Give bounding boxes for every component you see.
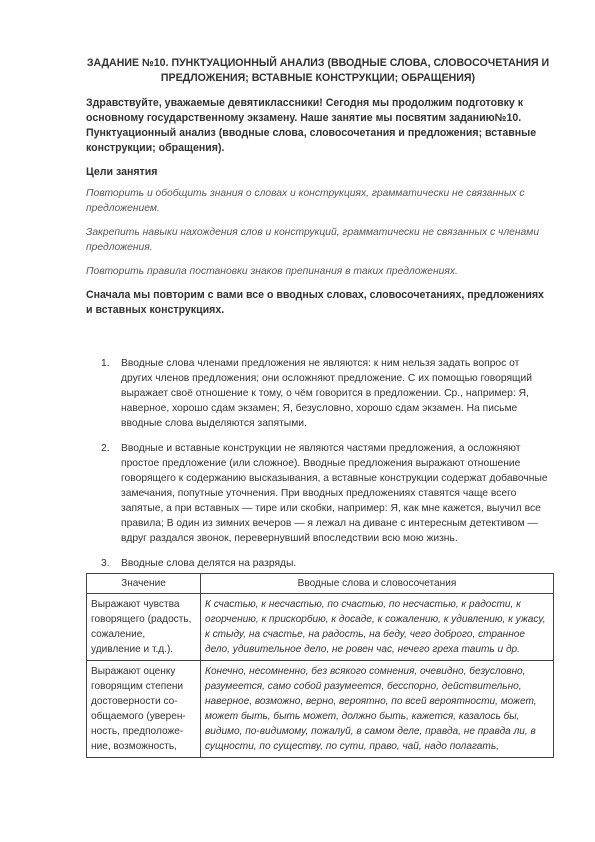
table-header-row: [87, 574, 554, 594]
page-title: ЗАДАНИЕ №10. ПУНКТУАЦИОННЫЙ АНАЛИЗ (ВВОДНЫЕ СЛОВА, СЛОВОСОЧЕТАНИЯ И ПРЕДЛОЖЕНИЯ; ВСТАВНЫЕ КОНСТРУКЦИИ; ОБРАЩЕНИЯ): [86, 57, 550, 84]
list-number: 1.: [101, 358, 110, 369]
lead-paragraph: Сначала мы повторим с вами все о вводных словах, словосочетаниях, предложениях и вставных конструкциях.: [86, 289, 544, 316]
goal-item: Повторить и обобщить знания о словах и конструкциях, грамматически не связанных с предложением.: [86, 188, 525, 214]
table-row: [87, 661, 554, 758]
list-item: [86, 356, 550, 431]
list-item-text: Вводные слова членами предложения не являются: к ним нельзя задать вопрос от других членов предложения; они осложняют предложение. С их помощью говорящий выражает своё отношение к тому, о чём говорится в предложении. Ср., например: Я, наверное, хорошо сдам экзамен; Я, безусловно, хорошо сдам экзамен. На письме вводные слова выделяются запятыми.: [121, 358, 533, 429]
goals-heading: Цели занятия: [86, 166, 158, 178]
column-header-meaning: Значение: [87, 574, 201, 594]
list-item-text: Вводные слова делятся на разряды.: [121, 558, 297, 569]
list-number: 2.: [101, 443, 110, 454]
list-item-text: Вводные и вставные конструкции не являются частями предложения, а осложняют простое предложение (или сложное). Вводные предложения выражают отношение говорящего к содержанию высказывания, а вставные конструкции содержат добавочные замечания, попутные уточнения. При вводных предложениях ставятся чаще всего запятые, а при вставных — тире или скобки, например: Я, как мне кажется, выучил все правила; В один из зимних вечеров — я лежал на диване с интересным детективом — вдруг раздался звонок, перевернувший впоследствии всю мою жизнь.: [121, 443, 548, 544]
list-item: [86, 556, 550, 571]
table-row: [87, 594, 554, 661]
meaning-cell: Выражают оценку говорящим степени достоверности со-общаемого (уверен-ность, предположе-ние, возможность,: [87, 661, 201, 758]
list-item: [86, 441, 550, 546]
categories-table-wrapper: [86, 573, 554, 758]
column-header-words: Вводные слова и словосочетания: [201, 574, 554, 594]
words-cell: К счастью, к несчастью, по счастью, по несчастью, к радости, к огорчению, к прискорбию, к досаде, к сожалению, к удивлению, к ужасу, к стыду, на счастье, на радость, на беду, чего доброго, странное дело, удивительное дело, не ровен час, нечего греха таить и др.: [201, 594, 554, 661]
intro-paragraph: Здравствуйте, уважаемые девятиклассники! Сегодня мы продолжим подготовку к основному государственному экзамену. Наше занятие мы посвятим заданию№10. Пунктуационный анализ (вводные слова, словосочетания и предложения; вставные конструкции; обращения).: [86, 97, 537, 154]
goal-item: Закрепить навыки нахождения слов и конструкций, грамматически не связанных с членами предложения.: [86, 227, 540, 253]
list-number: 3.: [101, 558, 110, 569]
words-cell: Конечно, несомненно, без всякого сомнения, очевидно, безусловно, разумеется, само собой разумеется, бесспорно, действительно, наверное, возможно, верно, вероятно, по всей вероятности, может, может быть, быть может, должно быть, кажется, казалось бы, видимо, по-видимому, пожалуй, в самом деле, правда, не правда ли, в сущности, по существу, по сути, право, чай, надо полагать,: [201, 661, 554, 758]
meaning-cell: Выражают чувства говорящего (радость, сожаление, удивление и т.д.).: [87, 594, 201, 661]
document-page: [86, 56, 550, 581]
points-list: [86, 356, 550, 571]
goal-item: Повторить правила постановки знаков препинания в таких предложениях.: [86, 266, 458, 277]
categories-table: [86, 573, 554, 758]
